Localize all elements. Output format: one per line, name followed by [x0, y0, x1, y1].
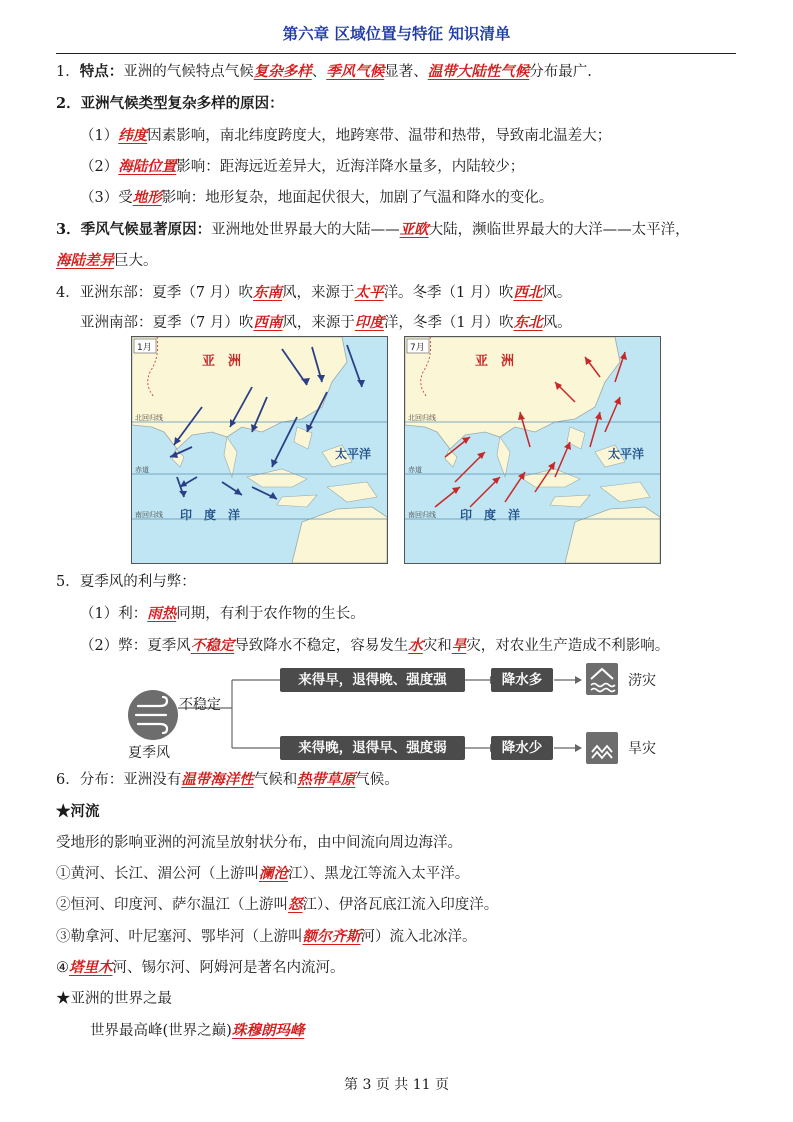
- text: 风。: [542, 315, 572, 331]
- point-5-sub-1: [80, 604, 365, 624]
- text: 河）流入北冰洋。: [360, 929, 477, 945]
- point-2-sub-2: [80, 157, 524, 177]
- asia-label: 亚 洲: [202, 354, 242, 369]
- answer: 额尔齐斯: [302, 928, 361, 945]
- text: 风，来源于: [282, 285, 355, 301]
- answer: 亚欧: [399, 221, 429, 238]
- answer: 怒: [288, 896, 303, 913]
- text: 世界最高峰(世界之巅): [90, 1023, 232, 1039]
- text: （1）: [80, 128, 119, 144]
- text: 影响：距海远近差异大，近海洋降水量多，内陆较少；: [176, 159, 525, 175]
- text: 灾，对农业生产造成不利影响。: [466, 638, 670, 654]
- answer: 西北: [513, 284, 543, 301]
- text: 巨大。: [114, 253, 158, 269]
- answer: 地形: [132, 189, 162, 206]
- drought-label: 旱灾: [628, 741, 656, 757]
- flood-icon: [586, 663, 618, 695]
- point-3-label: 3．季风气候显著原因：: [56, 221, 212, 238]
- record-item-1: [90, 1021, 304, 1041]
- text: 亚洲的气候特点气候: [123, 64, 254, 80]
- answer: 季风气候: [326, 63, 385, 80]
- point-6-line: [56, 770, 399, 790]
- answer: 温带海洋性: [181, 771, 254, 788]
- answer: 旱: [451, 637, 467, 654]
- text: 洋，冬季（1 月）吹: [383, 315, 514, 331]
- answer: 塔里木: [69, 959, 113, 976]
- text: 气候。: [355, 772, 399, 788]
- pacific-label: 太平洋: [335, 447, 372, 461]
- text: 洋。冬季（1 月）吹: [383, 285, 514, 301]
- tropic-of-cancer-label: 北回归线: [135, 414, 163, 422]
- indian-ocean-label: 印 度 洋: [180, 508, 241, 522]
- point-2-sub-1: [80, 126, 611, 146]
- equator-label: 赤道: [135, 466, 149, 474]
- pacific-label: 太平洋: [608, 447, 645, 461]
- text: 、: [311, 64, 327, 80]
- text: （2）弊：夏季风: [80, 638, 191, 654]
- month-label: 7月: [410, 343, 425, 353]
- answer: 水: [408, 637, 423, 654]
- indian-ocean-label: 印 度 洋: [460, 508, 521, 522]
- answer: 热带草原: [297, 771, 356, 788]
- text: 同期，有利于农作物的生长。: [176, 606, 365, 622]
- text: 亚洲地处世界最大的大陆——: [211, 222, 400, 238]
- flood-label: 涝灾: [628, 673, 656, 689]
- point-1-label: 特点：: [79, 63, 124, 80]
- late-early-weak-box: 来得晚，退得早、强度弱: [280, 736, 465, 760]
- text: 影响：地形复杂，地面起伏很大，加剧了气温和降水的变化。: [161, 190, 554, 206]
- point-2-title: 2．亚洲气候类型复杂多样的原因：: [56, 95, 284, 112]
- answer: 印度: [354, 314, 384, 331]
- asia-label: 亚 洲: [475, 354, 515, 369]
- less-rain-box: 降水少: [491, 736, 553, 760]
- text: ②恒河、印度河、萨尔温江（上游叫: [56, 897, 288, 913]
- answer: 海陆位置: [118, 158, 177, 175]
- text: 6．分布：亚洲没有: [56, 772, 182, 788]
- text: 河、锡尔河、阿姆河是著名内流河。: [112, 960, 345, 976]
- text: ④: [56, 960, 69, 976]
- text: 气候和: [253, 772, 298, 788]
- river-item-2: [56, 895, 498, 915]
- tropic-of-capricorn-label: 南回归线: [135, 511, 163, 519]
- text: 4．亚洲东部：夏季（7 月）吹: [56, 285, 254, 301]
- text: 灾和: [422, 638, 452, 654]
- text: 江）、伊洛瓦底江流入印度洋。: [302, 897, 499, 913]
- river-item-4: [56, 958, 345, 978]
- point-5-sub-2: [80, 636, 669, 656]
- month-label: 1月: [137, 343, 152, 353]
- point-3-line-1: [56, 220, 690, 240]
- answer: 太平: [354, 284, 384, 301]
- text: 风，来源于: [282, 315, 355, 331]
- text: ①黄河、长江、湄公河（上游叫: [56, 866, 259, 882]
- answer: 纬度: [118, 127, 148, 144]
- answer: 雨热: [147, 605, 177, 622]
- tropic-of-capricorn-label: 南回归线: [408, 511, 436, 519]
- answer: 温带大陆性气候: [427, 63, 530, 80]
- page-title: 第六章 区域位置与特征 知识清单: [282, 25, 511, 43]
- answer: 不稳定: [190, 637, 235, 654]
- point-4-line-2: [80, 313, 572, 333]
- source-label: 夏季风: [128, 745, 170, 761]
- text: 分布最广.: [529, 64, 592, 80]
- monsoon-map-january: [131, 336, 388, 564]
- point-2-sub-3: [80, 188, 553, 208]
- text: 导致降水不稳定，容易发生: [234, 638, 409, 654]
- point-3-line-2: [56, 251, 158, 271]
- rivers-heading: ★河流: [56, 803, 100, 820]
- text: （3）受: [80, 190, 133, 206]
- answer: 澜沧: [259, 865, 288, 882]
- tropic-of-cancer-label: 北回归线: [408, 414, 436, 422]
- answer: 西南: [253, 314, 283, 331]
- branch-label: 不稳定: [179, 697, 221, 713]
- drought-icon: [586, 732, 618, 764]
- monsoon-map-july: [404, 336, 661, 564]
- river-item-3: [56, 927, 477, 947]
- text: 因素影响，南北纬度跨度大，地跨寒带、温带和热带，导致南北温差大；: [147, 128, 612, 144]
- text: ③勒拿河、叶尼塞河、鄂毕河（上游叫: [56, 929, 303, 945]
- text: （1）利：: [80, 606, 148, 622]
- text: 亚洲南部：夏季（7 月）吹: [80, 315, 254, 331]
- answer: 复杂多样: [253, 63, 312, 80]
- answer: 东北: [513, 314, 543, 331]
- early-late-strong-box: 来得早，退得晚、强度强: [280, 668, 465, 692]
- answer: 东南: [253, 284, 283, 301]
- point-5-title: 5．夏季风的利与弊：: [56, 574, 196, 590]
- answer: 珠穆朗玛峰: [231, 1022, 305, 1039]
- equator-label: 赤道: [408, 466, 422, 474]
- more-rain-box: 降水多: [491, 668, 553, 692]
- header-divider: [56, 53, 736, 54]
- records-heading: ★亚洲的世界之最: [56, 991, 172, 1007]
- point-1-number: 1．: [56, 64, 80, 80]
- text: 风。: [542, 285, 572, 301]
- text: （2）: [80, 159, 119, 175]
- point-1-line: [56, 62, 592, 82]
- river-item-1: [56, 864, 469, 884]
- text: 大陆，濒临世界最大的大洋——太平洋，: [428, 222, 690, 238]
- page-number: 第 3 页 共 11 页: [344, 1077, 449, 1093]
- point-4-line-1: [56, 283, 571, 303]
- text: 江）、黑龙江等流入太平洋。: [288, 866, 470, 882]
- rivers-intro: 受地形的影响亚洲的河流呈放射状分布，由中间流向周边海洋。: [56, 835, 462, 851]
- text: 显著、: [384, 64, 428, 80]
- answer: 海陆差异: [56, 252, 114, 269]
